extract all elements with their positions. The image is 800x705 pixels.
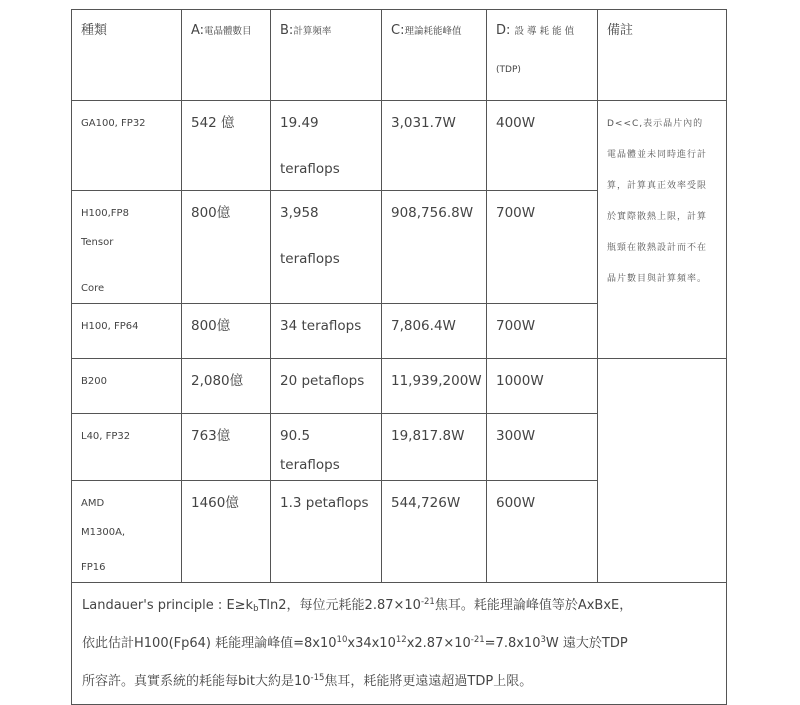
cell-tdp: 700W xyxy=(487,191,598,304)
cell-tdp: 300W xyxy=(487,414,598,481)
landauer-line-1: Landauer's principle : $E\ge k_bTln2$，每位元耗能$2.87\times 10^{-21}$焦耳。耗能理論峰值等於AxBxE， xyxy=(82,597,633,614)
table-row xyxy=(72,101,727,191)
cell-transistors: 800億 xyxy=(182,191,271,304)
header-type: 種類 xyxy=(72,10,182,101)
cell-transistors: 542 億 xyxy=(182,101,271,191)
cell-transistors: 763億 xyxy=(182,414,271,481)
cell-theory-power: 7,806.4W xyxy=(382,304,487,359)
landauer-note xyxy=(72,583,727,705)
header-transistors: A:電晶體數目 xyxy=(182,10,271,101)
header-frequency: B:計算頻率 xyxy=(271,10,382,101)
header-row xyxy=(72,10,727,101)
cell-theory-power: 908,756.8W xyxy=(382,191,487,304)
cell-tdp: 600W xyxy=(487,481,598,583)
cell-tdp: 1000W xyxy=(487,359,598,414)
cell-transistors: 2,080億 xyxy=(182,359,271,414)
cell-transistors: 800億 xyxy=(182,304,271,359)
header-theory-power: C:理論耗能峰值 xyxy=(382,10,487,101)
cell-type: H100,FP8 Tensor Core xyxy=(72,191,182,304)
cell-remarks-empty xyxy=(598,359,727,583)
cell-frequency: 1.3 petaflops xyxy=(271,481,382,583)
cell-frequency: 3,958 teraflops xyxy=(271,191,382,304)
cell-frequency: 90.5 teraflops xyxy=(271,414,382,481)
cell-theory-power: 544,726W xyxy=(382,481,487,583)
gpu-energy-table xyxy=(71,9,727,705)
cell-type: H100, FP64 xyxy=(72,304,182,359)
cell-type: GA100, FP32 xyxy=(72,101,182,191)
header-remarks: 備註 xyxy=(598,10,727,101)
cell-type: L40, FP32 xyxy=(72,414,182,481)
landauer-line-2: 依此估計H100(Fp64) 耗能理論峰值$=8x10^{10}x34x10^{12}x2.87\times 10^{-21}=7.8x10^3W$ 遠大於TDP xyxy=(82,635,628,651)
cell-theory-power: 19,817.8W xyxy=(382,414,487,481)
cell-type: AMD M1300A, FP16 xyxy=(72,481,182,583)
landauer-line-3: 所容許。真實系統的耗能每bit大約是$10^{-15}$焦耳，耗能將更遠遠超過TDP上限。 xyxy=(82,673,533,689)
table-row xyxy=(72,359,727,414)
cell-frequency: 19.49 teraflops xyxy=(271,101,382,191)
cell-type: B200 xyxy=(72,359,182,414)
cell-tdp: 700W xyxy=(487,304,598,359)
cell-transistors: 1460億 xyxy=(182,481,271,583)
cell-theory-power: 11,939,200W xyxy=(382,359,487,414)
cell-frequency: 34 teraflops xyxy=(271,304,382,359)
cell-remarks: D<<C,表示晶片內的 電晶體並未同時進行計 算，計算真正效率受限 於實際散熱上限，計算 瓶頸在散熱設計而不在 晶片數目與計算頻率。 xyxy=(598,101,727,359)
cell-theory-power: 3,031.7W xyxy=(382,101,487,191)
footer-row xyxy=(72,583,727,705)
cell-tdp: 400W xyxy=(487,101,598,191)
header-tdp: D: 設 導 耗 能 值 (TDP) xyxy=(487,10,598,101)
cell-frequency: 20 petaflops xyxy=(271,359,382,414)
